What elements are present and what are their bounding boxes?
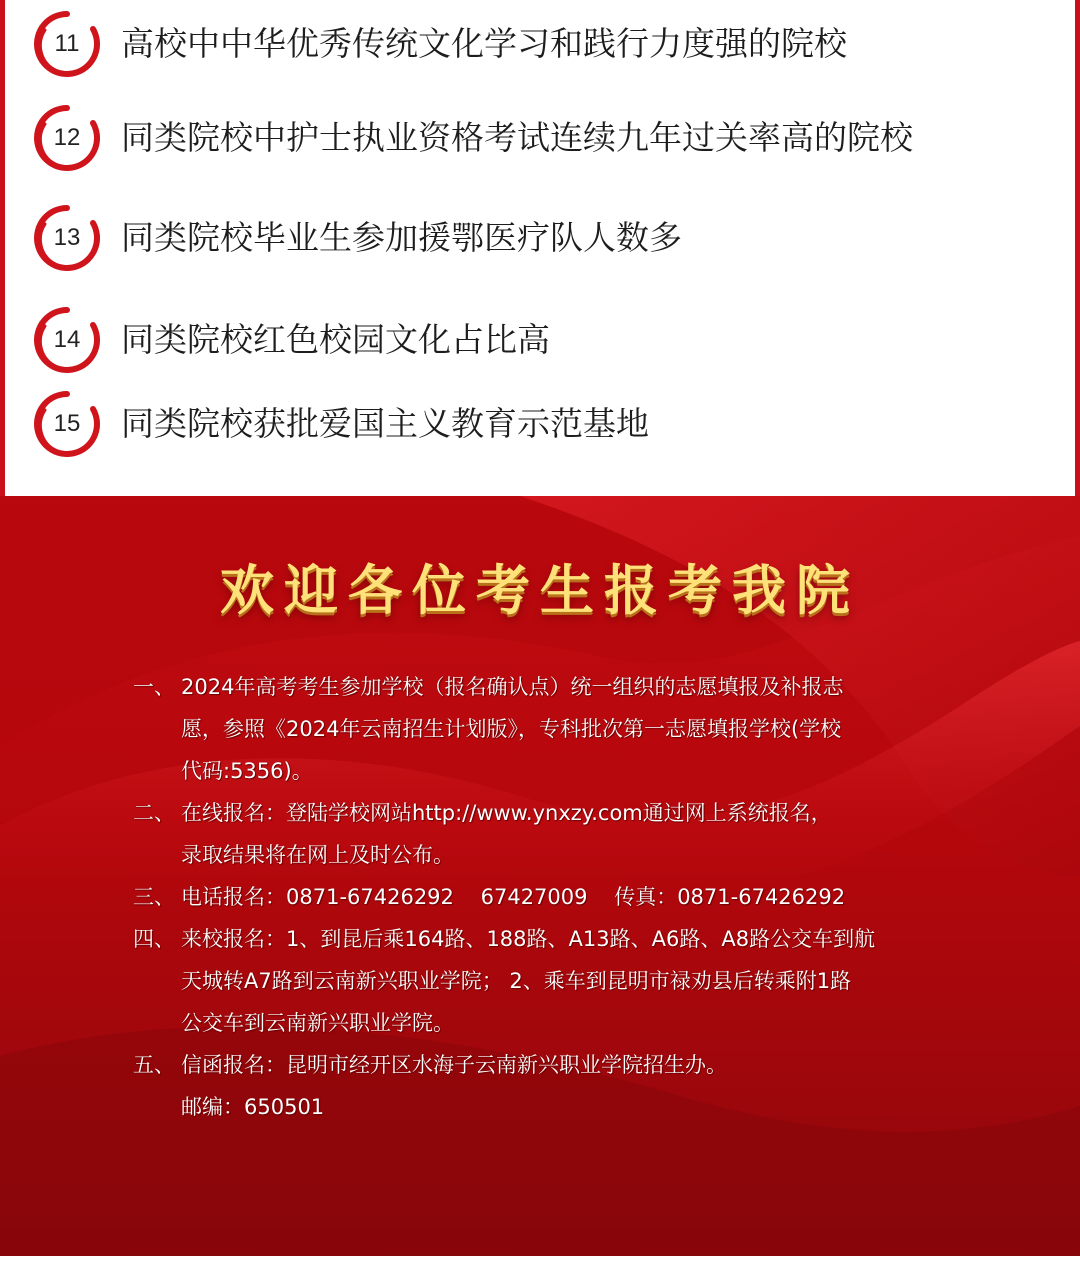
admission-info	[133, 666, 963, 1128]
item-number: 13	[53, 224, 81, 251]
banner-title: 欢迎各位考生报考我院	[220, 558, 860, 622]
info-line: 天城转A7路到云南新兴职业学院； 2、乘车到昆明市禄劝县后转乘附1路	[181, 969, 852, 993]
info-line: 来校报名：1、到昆后乘164路、188路、A13路、A6路、A8路公交车到航	[181, 927, 876, 951]
info-line: 电话报名：0871-67426292 67427009 传真：0871-67426292	[181, 885, 846, 909]
info-section	[133, 1044, 963, 1128]
item-text: 同类院校中护士执业资格考试连续九年过关率高的院校	[121, 118, 913, 157]
brush-circle-badge-icon	[33, 10, 101, 78]
info-section	[133, 918, 963, 1044]
item-number: 12	[53, 124, 81, 151]
brush-circle-badge-icon	[33, 390, 101, 458]
info-line: 录取结果将在网上及时公布。	[181, 843, 454, 867]
info-line: 在线报名：登陆学校网站http://www.ynxzy.com通过网上系统报名，	[181, 801, 832, 825]
item-text: 高校中中华优秀传统文化学习和践行力度强的院校	[121, 24, 847, 63]
item-number: 15	[53, 410, 81, 437]
brush-circle-badge-icon	[33, 306, 101, 374]
section-number: 四、	[133, 927, 175, 951]
info-line: 代码:5356)。	[181, 759, 313, 783]
item-text: 同类院校红色校园文化占比高	[121, 320, 550, 359]
info-line: 愿，参照《2024年云南招生计划版》，专科批次第一志愿填报学校(学校	[181, 717, 842, 741]
section-number: 三、	[133, 885, 175, 909]
bottom-strip	[0, 1256, 1080, 1267]
section-number: 二、	[133, 801, 175, 825]
list-item	[5, 198, 1080, 278]
admission-banner	[0, 496, 1080, 1256]
info-line: 2024年高考考生参加学校（报名确认点）统一组织的志愿填报及补报志	[181, 675, 844, 699]
brush-circle-badge-icon	[33, 204, 101, 272]
info-line: 公交车到云南新兴职业学院。	[181, 1011, 454, 1035]
list-item	[5, 98, 1080, 178]
item-number: 14	[53, 326, 81, 353]
brush-circle-badge-icon	[33, 104, 101, 172]
list-item	[5, 300, 1080, 380]
info-line: 信函报名：昆明市经开区水海子云南新兴职业学院招生办。	[181, 1053, 727, 1077]
section-number: 五、	[133, 1053, 175, 1077]
item-number: 11	[54, 30, 80, 57]
info-line: 邮编：650501	[181, 1095, 325, 1119]
list-item	[5, 4, 1080, 84]
list-item	[5, 384, 1080, 464]
item-text: 同类院校毕业生参加援鄂医疗队人数多	[121, 218, 682, 257]
item-text: 同类院校获批爱国主义教育示范基地	[121, 404, 649, 443]
info-section	[133, 792, 963, 876]
honors-list-panel	[0, 0, 1080, 496]
section-number: 一、	[133, 675, 175, 699]
info-section	[133, 876, 963, 918]
info-section	[133, 666, 963, 792]
